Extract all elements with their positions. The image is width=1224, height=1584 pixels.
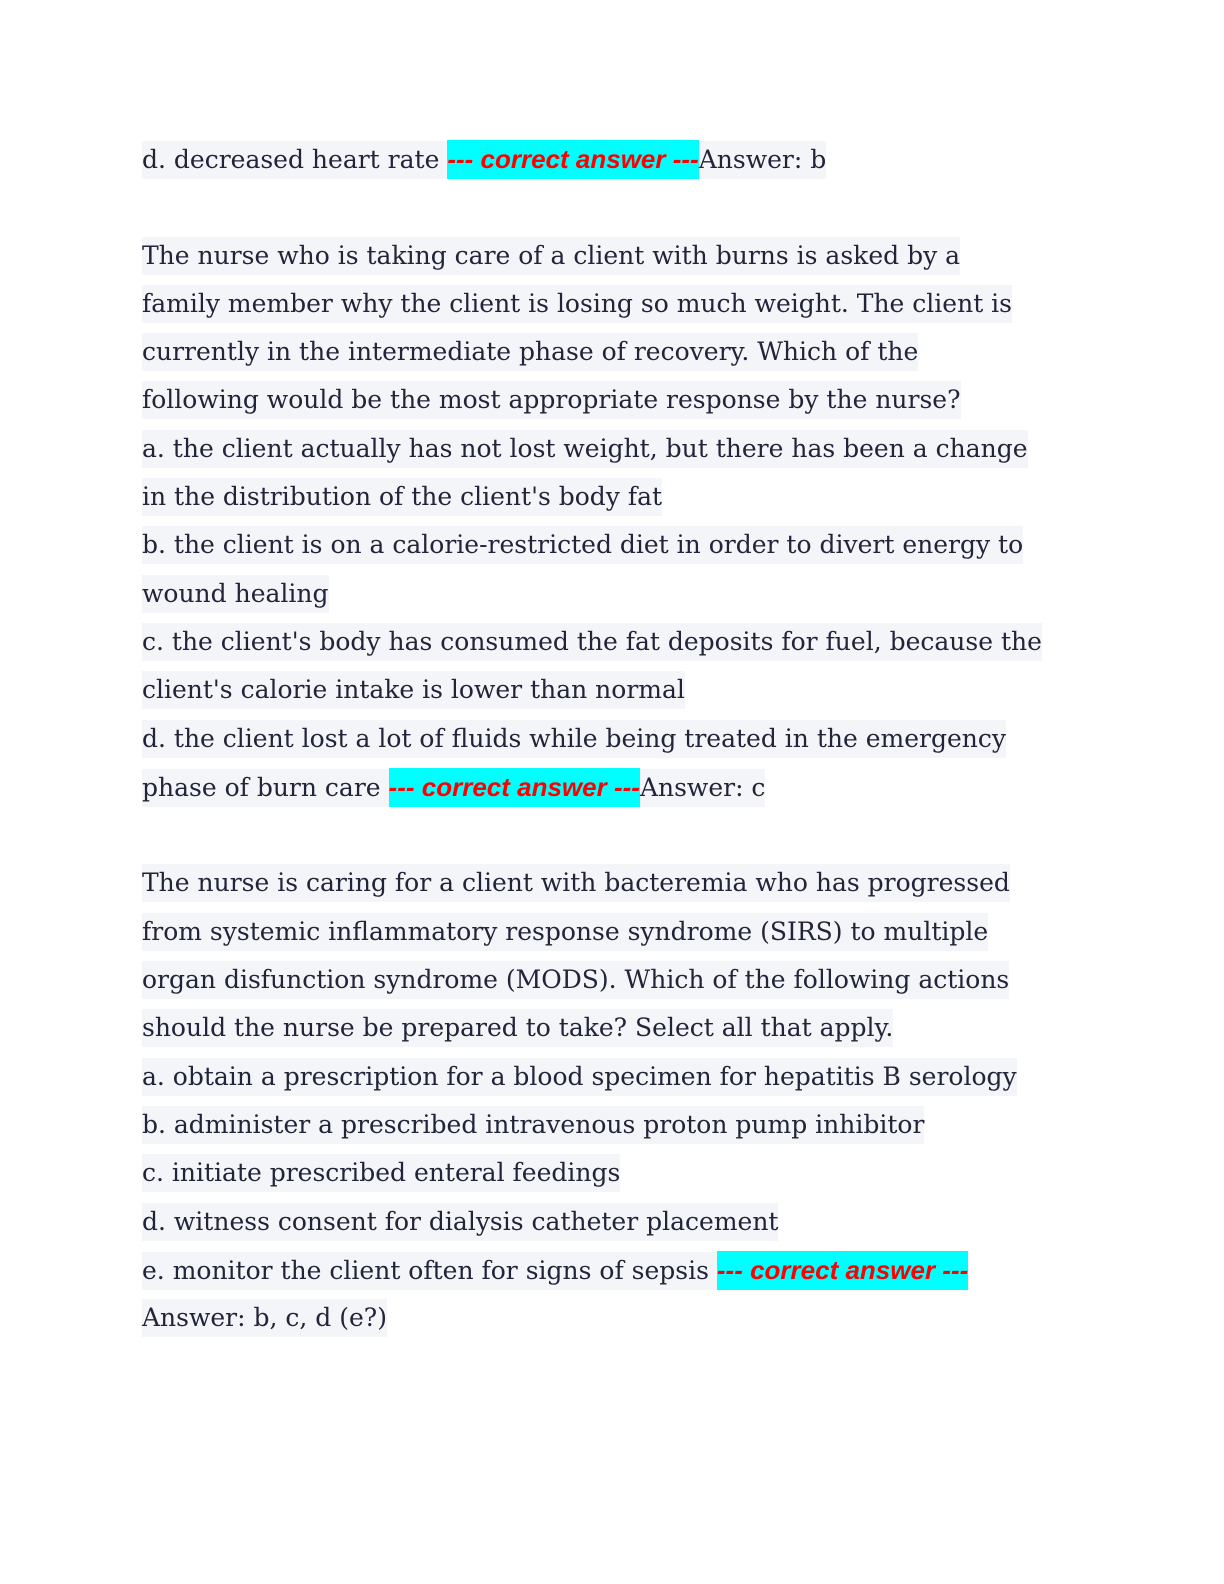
q2-text: from systemic inflammatory response syndrome (SIRS) to multiple: [142, 913, 988, 951]
q2-option-e: [142, 1246, 1102, 1294]
q1-option-d: [142, 715, 1102, 763]
q1-option-b: [142, 521, 1102, 569]
q0-option-d-line: [142, 135, 1102, 183]
question-2: [142, 859, 1102, 1342]
document-page: [142, 135, 1102, 1342]
q1-option-d-cont: phase of burn care: [142, 769, 389, 807]
q1-text: client's calorie intake is lower than normal: [142, 671, 685, 709]
q2-text: b. administer a prescribed intravenous proton pump inhibitor: [142, 1106, 924, 1144]
q2-text: a. obtain a prescription for a blood specimen for hepatitis B serology: [142, 1058, 1017, 1096]
q1-line: [142, 376, 1102, 424]
q1-line: [142, 280, 1102, 328]
q2-option-c: [142, 1149, 1102, 1197]
correct-answer-marker: --- correct answer ---: [389, 768, 640, 807]
q2-option-b: [142, 1101, 1102, 1149]
q2-line: [142, 1004, 1102, 1052]
correct-answer-marker: --- correct answer ---: [717, 1251, 968, 1290]
q1-text: a. the client actually has not lost weight, but there has been a change: [142, 430, 1028, 468]
q2-option-a: [142, 1053, 1102, 1101]
q2-option-e-text: e. monitor the client often for signs of sepsis: [142, 1252, 717, 1290]
q1-text: c. the client's body has consumed the fat deposits for fuel, because the: [142, 623, 1042, 661]
q1-text: b. the client is on a calorie-restricted diet in order to divert energy to: [142, 526, 1023, 564]
q1-option-c: [142, 618, 1102, 666]
q2-text: should the nurse be prepared to take? Select all that apply.: [142, 1009, 893, 1047]
q2-line: [142, 908, 1102, 956]
q2-option-d: [142, 1198, 1102, 1246]
q0-option-d: d. decreased heart rate: [142, 141, 447, 179]
paragraph-gap: [142, 811, 1102, 859]
q2-text: d. witness consent for dialysis catheter placement: [142, 1203, 778, 1241]
q2-text: c. initiate prescribed enteral feedings: [142, 1154, 620, 1192]
q1-line: [142, 328, 1102, 376]
paragraph-gap: [142, 183, 1102, 231]
q1-line: [142, 232, 1102, 280]
q2-text: The nurse is caring for a client with bacteremia who has progressed: [142, 864, 1010, 902]
question-1: [142, 232, 1102, 812]
q1-text: The nurse who is taking care of a client with burns is asked by a: [142, 237, 960, 275]
q2-answer-line: [142, 1294, 1102, 1342]
q1-option-a: [142, 425, 1102, 473]
q1-last-line: [142, 763, 1102, 811]
q0-answer: Answer: b: [699, 141, 827, 179]
q1-text: d. the client lost a lot of fluids while being treated in the emergency: [142, 720, 1006, 758]
q1-option-a-cont: [142, 473, 1102, 521]
q2-answer: Answer: b, c, d (e?): [142, 1299, 387, 1337]
q1-text: currently in the intermediate phase of recovery. Which of the: [142, 333, 918, 371]
q1-text: following would be the most appropriate response by the nurse?: [142, 381, 961, 419]
q2-line: [142, 956, 1102, 1004]
q1-option-b-cont: [142, 570, 1102, 618]
q2-text: organ disfunction syndrome (MODS). Which of the following actions: [142, 961, 1009, 999]
q1-text: wound healing: [142, 575, 329, 613]
q1-text: family member why the client is losing so much weight. The client is: [142, 285, 1012, 323]
q1-answer: Answer: c: [640, 769, 766, 807]
q1-option-c-cont: [142, 666, 1102, 714]
q1-text: in the distribution of the client's body fat: [142, 478, 662, 516]
q2-line: [142, 859, 1102, 907]
correct-answer-marker: --- correct answer ---: [447, 140, 698, 179]
